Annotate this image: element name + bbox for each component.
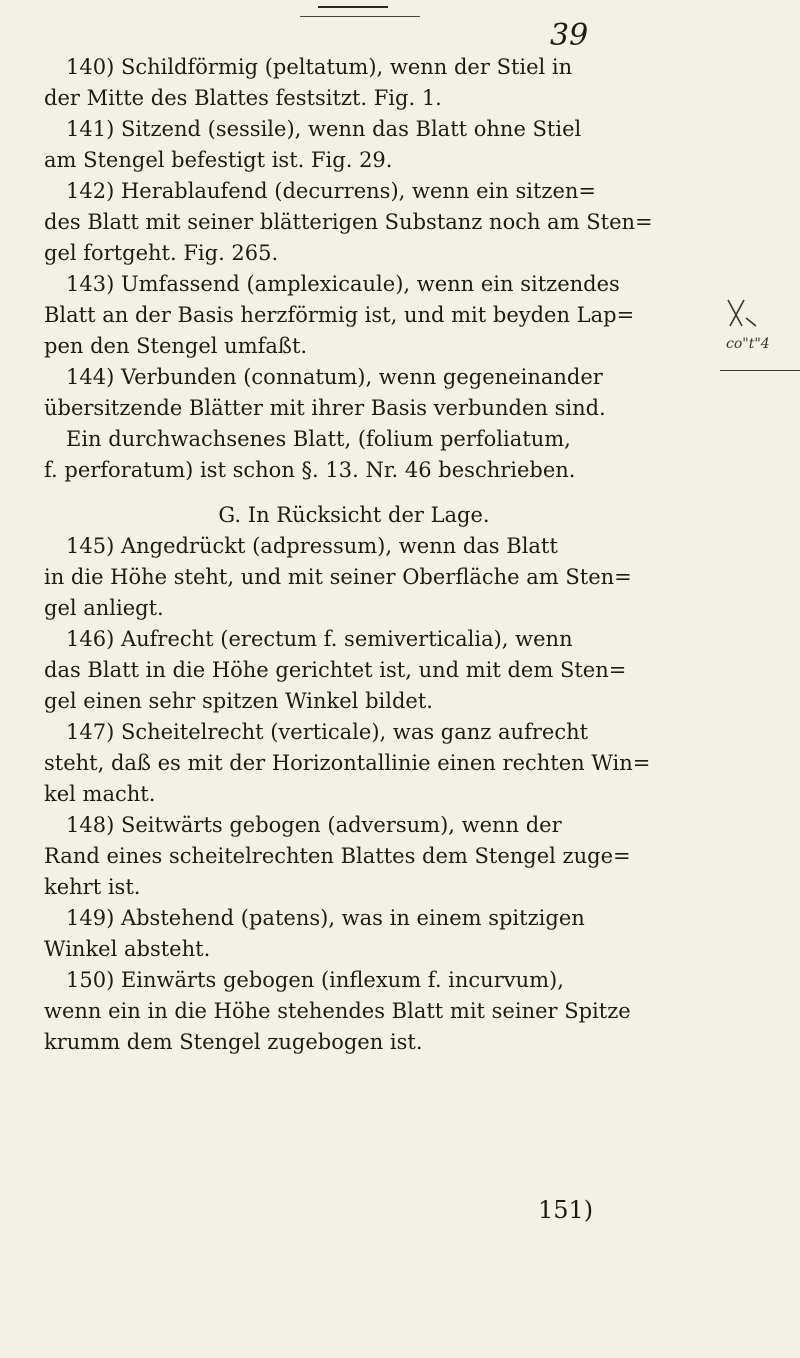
header-rule-thin [300, 16, 420, 17]
cross-mark-icon [722, 296, 762, 332]
text-line: 145) Angedrückt (adpressum), wenn das Blatt [66, 534, 558, 558]
text-line: das Blatt in die Höhe gerichtet ist, und mit dem Sten= [44, 658, 627, 682]
catchword: 151) [538, 1196, 594, 1224]
text-line: der Mitte des Blattes festsitzt. Fig. 1. [44, 86, 442, 110]
text-line: pen den Stengel umfaßt. [44, 334, 308, 358]
text-line: Blatt an der Basis herzförmig ist, und mit beyden Lap= [44, 303, 635, 327]
margin-note: co"t"4 [726, 336, 770, 352]
body-text [44, 52, 664, 1058]
text-line: 148) Seitwärts gebogen (adversum), wenn der [66, 813, 562, 837]
text-line: wenn ein in die Höhe stehendes Blatt mit seiner Spitze [44, 999, 631, 1023]
text-line: krumm dem Stengel zugebogen ist. [44, 1030, 423, 1054]
text-line: 144) Verbunden (connatum), wenn gegeneinander [66, 365, 603, 389]
text-line: steht, daß es mit der Horizontallinie einen rechten Win= [44, 751, 651, 775]
text-line: 142) Herablaufend (decurrens), wenn ein sitzen= [66, 179, 597, 203]
text-line: übersitzende Blätter mit ihrer Basis verbunden sind. [44, 396, 606, 420]
text-line: 140) Schildförmig (peltatum), wenn der Stiel in [66, 55, 573, 79]
header-rule [318, 6, 388, 8]
text-line: gel anliegt. [44, 596, 164, 620]
text-line: gel fortgeht. Fig. 265. [44, 241, 279, 265]
text-line: f. perforatum) ist schon §. 13. Nr. 46 beschrieben. [44, 458, 576, 482]
text-line: 149) Abstehend (patens), was in einem spitzigen [66, 906, 585, 930]
text-line: kehrt ist. [44, 875, 141, 899]
text-line: kel macht. [44, 782, 156, 806]
section-heading: G. In Rücksicht der Lage. [218, 503, 490, 527]
text-line: Winkel absteht. [44, 937, 211, 961]
text-line: 141) Sitzend (sessile), wenn das Blatt ohne Stiel [66, 117, 582, 141]
text-line: Ein durchwachsenes Blatt, (folium perfoliatum, [66, 427, 571, 451]
text-line: Rand eines scheitelrechten Blattes dem Stengel zuge= [44, 844, 631, 868]
text-line: gel einen sehr spitzen Winkel bildet. [44, 689, 433, 713]
page-number: 39 [550, 18, 589, 53]
text-line: 143) Umfassend (amplexicaule), wenn ein sitzendes [66, 272, 620, 296]
text-line: 150) Einwärts gebogen (inflexum f. incurvum), [66, 968, 564, 992]
text-line: in die Höhe steht, und mit seiner Oberfläche am Sten= [44, 565, 632, 589]
text-line: am Stengel befestigt ist. Fig. 29. [44, 148, 393, 172]
text-line: 146) Aufrecht (erectum f. semiverticalia), wenn [66, 627, 573, 651]
text-line: 147) Scheitelrecht (verticale), was ganz aufrecht [66, 720, 589, 744]
text-line: des Blatt mit seiner blätterigen Substanz noch am Sten= [44, 210, 653, 234]
margin-rule [720, 370, 800, 371]
margin-annotation [720, 296, 800, 376]
